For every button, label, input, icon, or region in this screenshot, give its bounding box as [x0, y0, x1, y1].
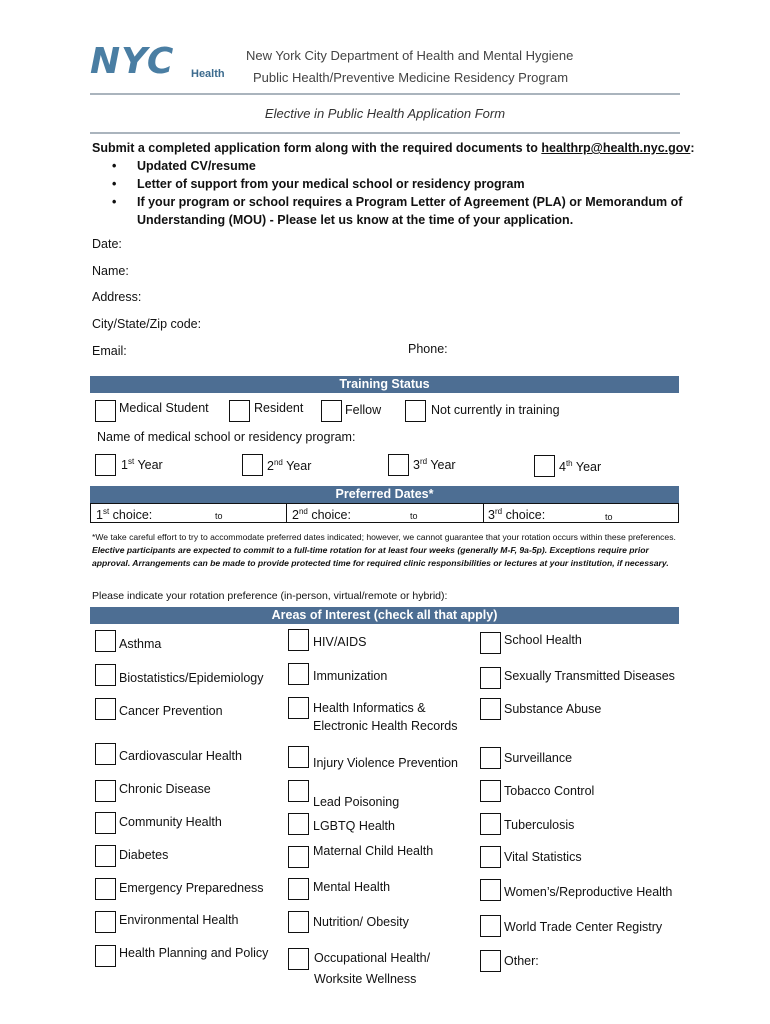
diabetes-checkbox[interactable]	[95, 845, 116, 867]
choice1-text: choice:	[112, 508, 153, 523]
asthma-checkbox[interactable]	[95, 630, 116, 652]
choice3-sup: rd	[494, 507, 503, 516]
occupational-health-checkbox[interactable]	[288, 948, 309, 970]
requirement-pla: If your program or school requires a Program Letter of Agreement (PLA) or Memorandum of	[137, 195, 683, 209]
biostatistics-checkbox[interactable]	[95, 664, 116, 686]
diabetes-label: Diabetes	[119, 848, 169, 862]
bullet-icon: •	[112, 177, 117, 191]
header-divider	[90, 93, 680, 95]
bullet-icon: •	[112, 195, 117, 209]
not-in-training-label: Not currently in training	[431, 403, 560, 417]
program-name: Public Health/Preventive Medicine Residency Program	[253, 70, 569, 85]
wtc-registry-label: World Trade Center Registry	[504, 920, 663, 934]
std-label: Sexually Transmitted Diseases	[504, 669, 675, 683]
tobacco-control-label: Tobacco Control	[504, 784, 595, 798]
year1-sup: st	[127, 457, 135, 466]
health-planning-label: Health Planning and Policy	[119, 946, 269, 960]
year2-text: Year	[286, 459, 312, 474]
year2-label	[267, 458, 311, 473]
preferred-dates-header: Preferred Dates*	[90, 486, 679, 503]
substance-abuse-checkbox[interactable]	[480, 698, 501, 720]
choice3-text: choice:	[505, 508, 546, 523]
school-health-checkbox[interactable]	[480, 632, 501, 654]
year1-checkbox[interactable]	[95, 454, 116, 476]
surveillance-label: Surveillance	[504, 751, 573, 765]
surveillance-checkbox[interactable]	[480, 747, 501, 769]
choice3-num: 3	[488, 508, 495, 523]
year4-label	[559, 459, 601, 474]
city-state-zip-field[interactable]: City/State/Zip code:	[92, 317, 202, 331]
date-field[interactable]: Date:	[92, 237, 122, 251]
biostatistics-label: Biostatistics/Epidemiology	[119, 671, 264, 685]
health-informatics-label-2: Electronic Health Records	[313, 719, 458, 733]
choice3-to: to	[605, 512, 613, 522]
health-logo-text: Health	[191, 68, 225, 80]
submission-email-link[interactable]: healthrp@health.nyc.gov	[541, 141, 691, 155]
injury-violence-label: Injury Violence Prevention	[313, 756, 458, 770]
areas-of-interest-header: Areas of Interest (check all that apply)	[90, 607, 679, 624]
year4-num: 4	[559, 460, 566, 475]
cardiovascular-label: Cardiovascular Health	[119, 749, 242, 763]
school-name-field[interactable]: Name of medical school or residency program:	[97, 430, 356, 444]
health-informatics-checkbox[interactable]	[288, 697, 309, 719]
vital-statistics-label: Vital Statistics	[504, 850, 582, 864]
requirement-letter: Letter of support from your medical school or residency program	[137, 177, 525, 191]
year1-label	[121, 457, 163, 472]
fellow-label: Fellow	[345, 403, 382, 417]
year3-sup: rd	[419, 457, 428, 466]
lead-poisoning-label: Lead Poisoning	[313, 795, 400, 809]
title-divider	[90, 132, 680, 134]
year1-num: 1	[121, 458, 128, 473]
medical-student-checkbox[interactable]	[95, 400, 116, 422]
lgbtq-health-label: LGBTQ Health	[313, 819, 395, 833]
lead-poisoning-checkbox[interactable]	[288, 780, 309, 802]
hiv-aids-label: HIV/AIDS	[313, 635, 367, 649]
choice2-to: to	[410, 511, 418, 521]
choice1-sup: st	[102, 507, 110, 516]
community-health-label: Community Health	[119, 815, 222, 829]
tuberculosis-label: Tuberculosis	[504, 818, 575, 832]
training-status-header: Training Status	[90, 376, 679, 393]
fellow-checkbox[interactable]	[321, 400, 342, 422]
year3-label	[413, 457, 456, 472]
lgbtq-health-checkbox[interactable]	[288, 813, 309, 835]
dates-note-italic: Elective participants are expected to commit to a full-time rotation for at least four weeks (generally M-F, 9a-5p). Exceptions require prior approval. Arrangements can be made to provide protected time for required clinic responsibilities or lectures at your institution, if necessary.	[92, 545, 669, 568]
bullet-icon: •	[112, 159, 117, 173]
intro-text	[92, 141, 695, 155]
year1-text: Year	[137, 458, 163, 473]
choice1-num: 1	[96, 508, 103, 523]
immunization-checkbox[interactable]	[288, 663, 309, 685]
hiv-aids-checkbox[interactable]	[288, 629, 309, 651]
year2-sup: nd	[273, 458, 283, 467]
year3-text: Year	[430, 458, 456, 473]
year3-num: 3	[413, 458, 420, 473]
occupational-health-label: Occupational Health/	[314, 951, 431, 965]
not-in-training-checkbox[interactable]	[405, 400, 426, 422]
substance-abuse-label: Substance Abuse	[504, 702, 602, 716]
tuberculosis-checkbox[interactable]	[480, 813, 501, 835]
maternal-child-label: Maternal Child Health	[313, 844, 434, 858]
nutrition-obesity-checkbox[interactable]	[288, 911, 309, 933]
address-field[interactable]: Address:	[92, 290, 142, 304]
other-checkbox[interactable]	[480, 950, 501, 972]
year4-sup: th	[565, 459, 573, 468]
maternal-child-checkbox[interactable]	[288, 846, 309, 868]
emergency-preparedness-checkbox[interactable]	[95, 878, 116, 900]
tobacco-control-checkbox[interactable]	[480, 780, 501, 802]
year2-checkbox[interactable]	[242, 454, 263, 476]
asthma-label: Asthma	[119, 637, 162, 651]
requirement-pla-cont: Understanding (MOU) - Please let us know at the time of your application.	[137, 213, 574, 227]
year2-num: 2	[267, 459, 274, 474]
cancer-prevention-checkbox[interactable]	[95, 698, 116, 720]
year3-checkbox[interactable]	[388, 454, 409, 476]
choice1-label	[96, 507, 152, 522]
wtc-registry-checkbox[interactable]	[480, 915, 501, 937]
occupational-health-label-2: Worksite Wellness	[314, 972, 417, 986]
requirement-cv: Updated CV/resume	[137, 159, 256, 173]
choice2-text: choice:	[311, 508, 351, 523]
school-health-label: School Health	[504, 633, 582, 647]
emergency-preparedness-label: Emergency Preparedness	[119, 881, 264, 895]
chronic-disease-label: Chronic Disease	[119, 782, 211, 796]
dates-note-plain: *We take careful effort to try to accommodate preferred dates indicated; however, we cannot guarantee that your rotation occurs within these preferences.	[92, 532, 676, 542]
choice2-num: 2	[292, 508, 299, 523]
womens-health-label: Women’s/Reproductive Health	[504, 885, 673, 899]
mental-health-label: Mental Health	[313, 880, 391, 894]
email-field[interactable]: Email:	[92, 344, 127, 358]
chronic-disease-checkbox[interactable]	[95, 780, 116, 802]
injury-violence-checkbox[interactable]	[288, 746, 309, 768]
department-name: New York City Department of Health and Mental Hygiene	[246, 48, 574, 63]
rotation-preference-field[interactable]: Please indicate your rotation preference (in-person, virtual/remote or hybrid):	[92, 590, 448, 602]
nutrition-obesity-label: Nutrition/ Obesity	[313, 915, 409, 929]
choice2-sup: nd	[298, 507, 308, 516]
other-field[interactable]: Other:	[504, 954, 539, 968]
community-health-checkbox[interactable]	[95, 812, 116, 834]
cardiovascular-checkbox[interactable]	[95, 743, 116, 765]
medical-student-label: Medical Student	[119, 401, 209, 415]
vital-statistics-checkbox[interactable]	[480, 846, 501, 868]
intro-colon: :	[690, 141, 695, 155]
environmental-health-checkbox[interactable]	[95, 911, 116, 933]
year4-text: Year	[575, 460, 602, 475]
phone-field[interactable]: Phone:	[408, 342, 448, 356]
mental-health-checkbox[interactable]	[288, 878, 309, 900]
choice1-to: to	[215, 511, 223, 521]
health-planning-checkbox[interactable]	[95, 945, 116, 967]
form-title: Elective in Public Health Application Form	[264, 106, 506, 121]
womens-health-checkbox[interactable]	[480, 879, 501, 901]
environmental-health-label: Environmental Health	[119, 913, 239, 927]
dates-note	[92, 531, 682, 570]
name-field[interactable]: Name:	[92, 264, 129, 278]
intro-instruction: Submit a completed application form along with the required documents to	[92, 141, 542, 155]
choice2-label	[292, 507, 351, 522]
year4-checkbox[interactable]	[534, 455, 555, 477]
preferred-dates-row	[90, 503, 679, 523]
std-checkbox[interactable]	[480, 667, 501, 689]
health-informatics-label: Health Informatics &	[313, 701, 426, 715]
immunization-label: Immunization	[313, 669, 388, 683]
resident-label: Resident	[254, 401, 304, 415]
cancer-prevention-label: Cancer Prevention	[119, 704, 223, 718]
resident-checkbox[interactable]	[229, 400, 250, 422]
choice3-label	[488, 507, 545, 522]
nyc-logo: NYC	[90, 41, 175, 82]
